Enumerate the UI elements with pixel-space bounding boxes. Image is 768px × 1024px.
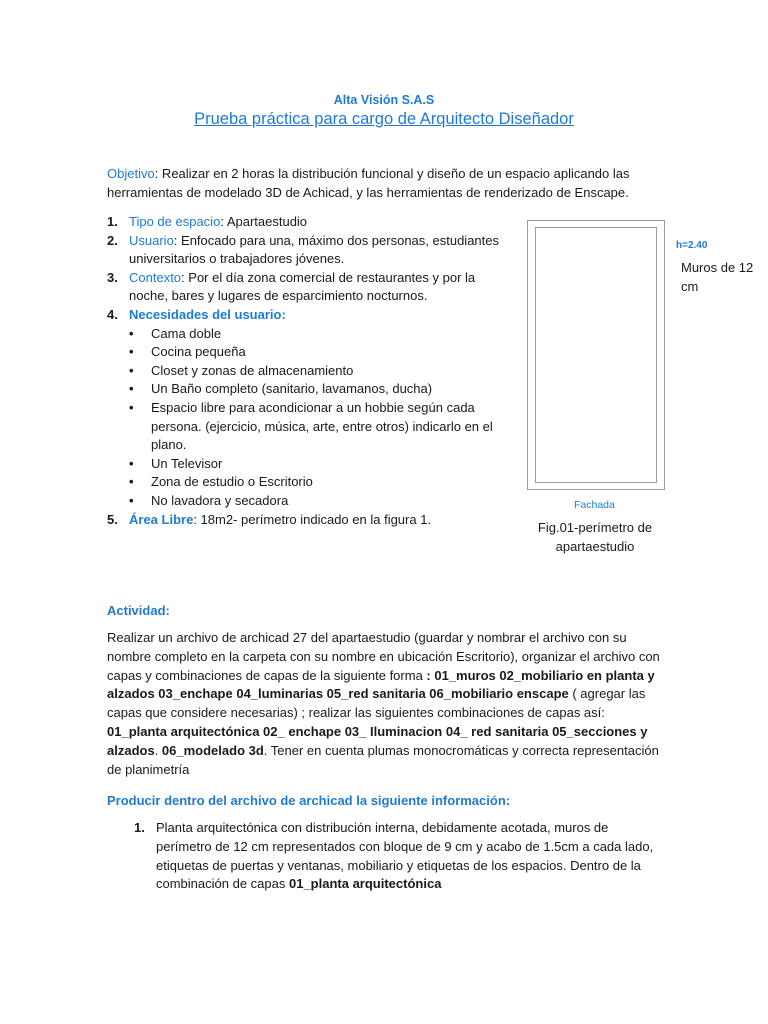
figure-caption: Fig.01-perímetro de apartaestudio xyxy=(537,520,653,554)
list-item: 2. Usuario: Enfocado para una, máximo dos personas, estudiantes universitarios o trabajadores jóvenes. xyxy=(107,232,499,267)
need-item: • Cama doble xyxy=(129,325,517,344)
item-label: Tipo de espacio xyxy=(129,214,221,229)
need-item: • No lavadora y secadora xyxy=(129,492,517,511)
floor-perimeter-figure xyxy=(527,220,665,490)
activity-paragraph: Realizar un archivo de archicad 27 del apartaestudio (guardar y nombrar el archivo con su nombre completo en la carpeta con su nombre en ubicación Escritorio), organizar el archivo con capas y combinaciones de capas de la siguiente forma : 01_muros 02_mobiliario en planta y alzados 03_enchape 04_luminarias 05_red sanitaria 06_mobiliario enscape ( agregar las capas que considere necesarias) ; realizar las siguientes combinaciones de capas así: 01_planta arquitectónica 02_ enchape 03_ Iluminacion 04_ red sanitaria 05_secciones y alzados. 06_modelado 3d. Tener en cuenta plumas monocromáticas y correcta representación de planimetría xyxy=(107,630,660,777)
objective-paragraph xyxy=(107,164,662,202)
list-item: 5. Área Libre: 18m2- perímetro indicado en la figura 1. xyxy=(107,511,432,527)
requirements-list xyxy=(107,213,517,529)
produce-heading: Producir dentro del archivo de archicad la siguiente información: xyxy=(107,793,511,808)
need-item: • Un Televisor xyxy=(129,455,517,474)
list-item: 3. Contexto: Por el día zona comercial de restaurantes y por la noche, bares y lugares de esparcimiento nocturnos. xyxy=(107,269,476,304)
list-item: 1. Tipo de espacio: Apartaestudio xyxy=(107,214,308,229)
needs-list xyxy=(129,325,517,511)
item-label: Área Libre xyxy=(129,511,194,527)
need-item: • Cocina pequeña xyxy=(129,343,517,362)
list-item: 4. Necesidades del usuario: • Cama doble • Cocina pequeña • Closet y zonas de almacenamiento • Un Baño completo (sanitario, lavamanos, ducha) • Espacio libre para acondicionar a un hobbie según cada persona. (ejercicio, música, arte, entre otros) indicarlo en el plano. • Un Televisor • Zona de estudio o Escritorio • No lavadora y secadora xyxy=(107,306,517,511)
item-label: Usuario xyxy=(129,232,174,248)
height-label: h=2.40 xyxy=(676,240,708,251)
document-title: Prueba práctica para cargo de Arquitecto Diseñador xyxy=(194,110,574,128)
company-name: Alta Visión S.A.S xyxy=(333,93,435,107)
need-item: • Closet y zonas de almacenamiento xyxy=(129,362,517,381)
layers-list: : 01_muros 02_mobiliario en planta y alzados 03_enchape 04_luminarias 05_red sanitaria 06_mobiliario enscape xyxy=(107,667,655,702)
walls-note: Muros de 12 cm xyxy=(681,260,754,294)
activity-heading: Actividad: xyxy=(107,603,170,618)
item-label: Contexto xyxy=(129,269,182,285)
layer-combinations: 01_planta arquitectónica 02_ enchape 03_ Iluminacion 04_ red sanitaria 05_secciones y alzados xyxy=(107,723,648,758)
objective-text: : Realizar en 2 horas la distribución funcional y diseño de un espacio aplicando las herramientas de modelado 3D de Achicad, y las herramientas de renderizado de Enscape. xyxy=(107,166,630,200)
inner-wall xyxy=(535,227,657,483)
item-label: Necesidades del usuario xyxy=(129,306,282,322)
need-item: • Un Baño completo (sanitario, lavamanos, ducha) xyxy=(129,380,517,399)
need-item: • Espacio libre para acondicionar a un hobbie según cada persona. (ejercicio, música, arte, entre otros) indicarlo en el plano. xyxy=(129,399,517,455)
need-item: • Zona de estudio o Escritorio xyxy=(129,473,517,492)
list-item: 1. Planta arquitectónica con distribución interna, debidamente acotada, muros de perímetro de 12 cm representados con bloque de 9 cm y acabo de 1.5cm a cada lado, etiquetas de puertas y ventanas, mobiliario y etiquetas de los espacios. Dentro de la combinación de capas 01_planta arquitectónica xyxy=(134,820,654,892)
objective-label: Objetivo xyxy=(107,166,155,181)
produce-list xyxy=(134,819,664,894)
facade-label: Fachada xyxy=(574,499,615,511)
